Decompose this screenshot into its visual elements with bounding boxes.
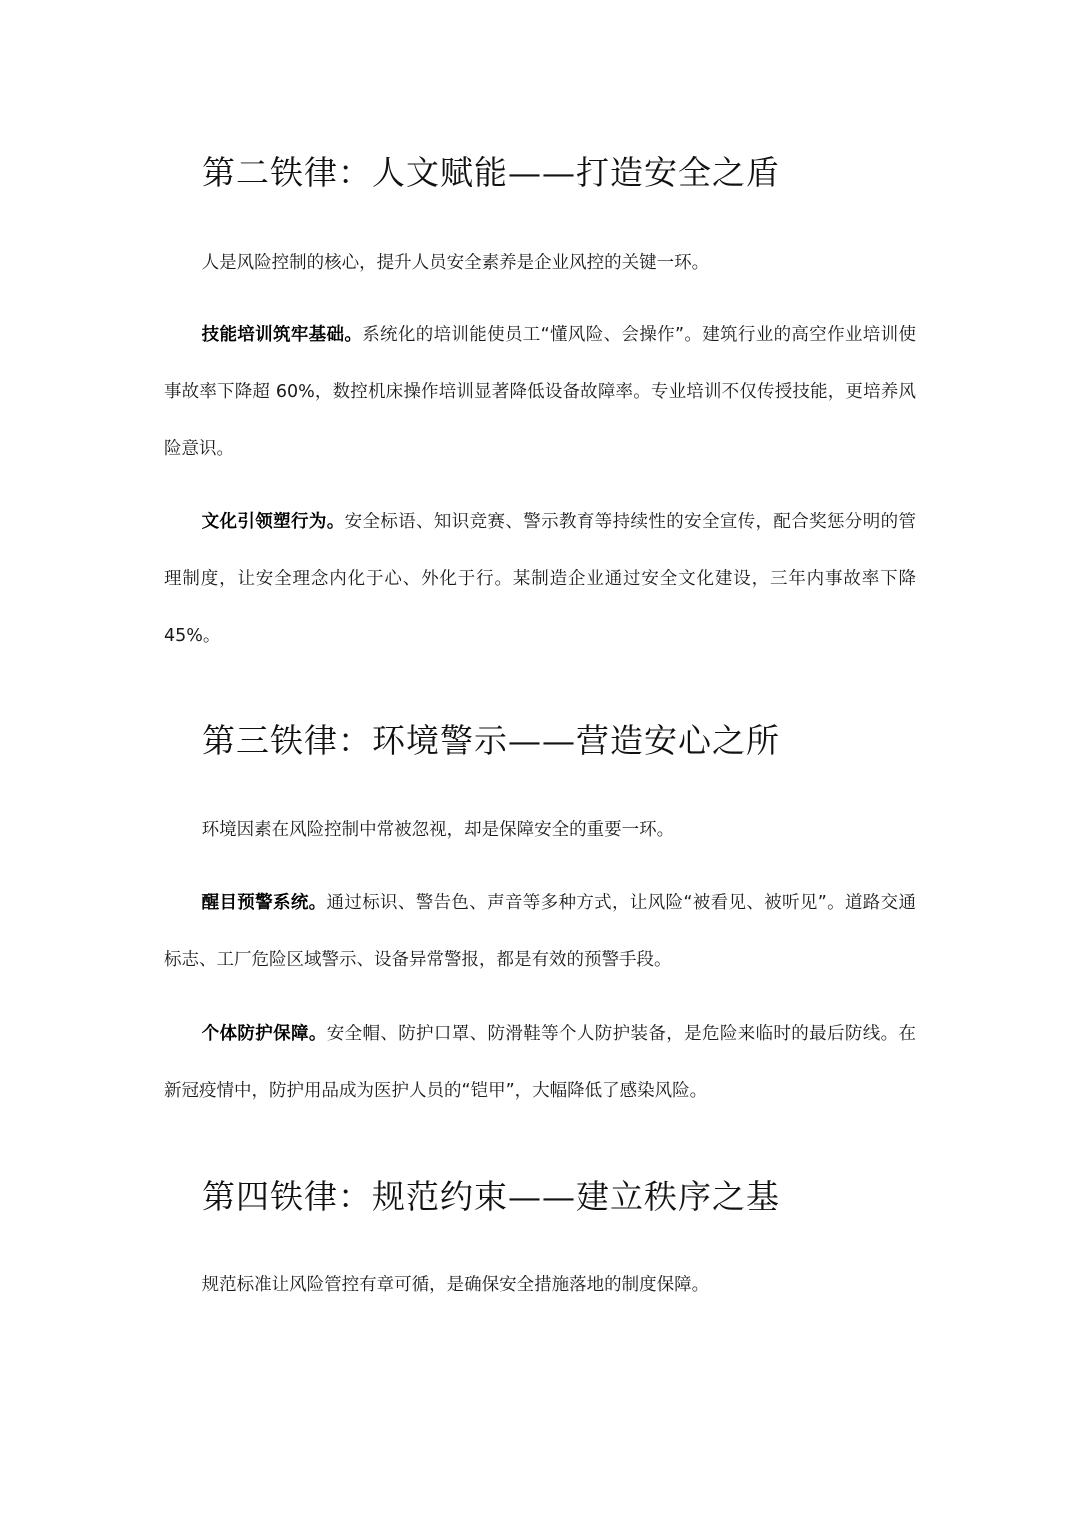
point-title: 技能培训筑牢基础。 <box>201 325 363 345</box>
section-heading-3: 第三铁律：环境警示——营造安心之所 <box>202 721 780 760</box>
point-title: 个体防护保障。 <box>201 1024 327 1044</box>
point-body: 安全帽、防护口罩、防滑鞋等个人防护装备，是危险来临时的最后防线。在新冠疫情中，防护用品成为医护人员的“铠甲”，大幅降低了感染风险。 <box>164 1024 917 1101</box>
section-3-intro: 环境因素在风险控制中常被忽视，却是保障安全的重要一环。 <box>201 820 675 840</box>
point-body: 安全标语、知识竞赛、警示教育等持续性的安全宣传，配合奖惩分明的管理制度，让安全理念内化于心、外化于行。某制造企业通过安全文化建设，三年内事故率下降 45%。 <box>164 512 917 646</box>
section-4-intro: 规范标准让风险管控有章可循，是确保安全措施落地的制度保障。 <box>201 1275 710 1295</box>
point-title: 文化引领塑行为。 <box>201 512 345 532</box>
section-heading-4: 第四铁律：规范约束——建立秩序之基 <box>202 1177 780 1216</box>
section-heading-2: 第二铁律：人文赋能——打造安全之盾 <box>202 153 780 192</box>
point-body: 通过标识、警告色、声音等多种方式，让风险“被看见、被听见”。道路交通标志、工厂危险区域警示、设备异常警报，都是有效的预警手段。 <box>164 893 916 970</box>
point-title: 醒目预警系统。 <box>201 893 327 913</box>
section-3-point-2 <box>164 1006 916 1120</box>
section-2-point-2 <box>164 494 916 665</box>
section-2-point-1 <box>164 307 916 478</box>
point-body: 系统化的培训能使员工“懂风险、会操作”。建筑行业的高空作业培训使事故率下降超 60%，数控机床操作培训显著降低设备故障率。专业培训不仅传授技能，更培养风险意识。 <box>164 325 916 459</box>
section-3-point-1 <box>164 875 916 989</box>
section-2-intro: 人是风险控制的核心，提升人员安全素养是企业风控的关键一环。 <box>201 253 710 273</box>
